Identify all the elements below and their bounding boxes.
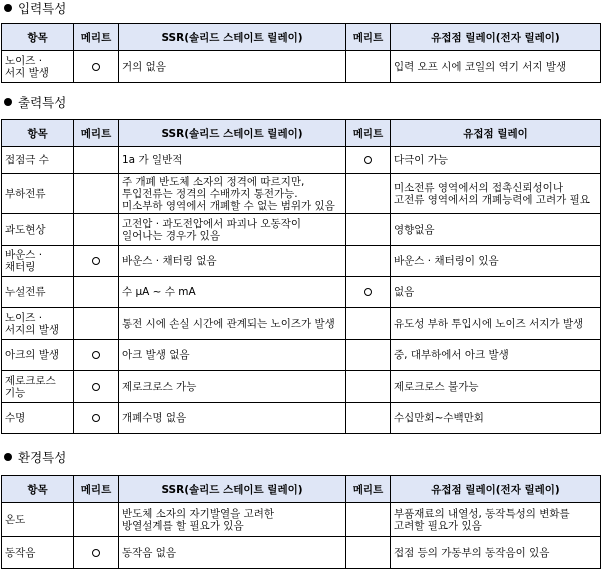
ssr-cell-line: 거의 없음 (122, 60, 166, 73)
item-cell (2, 214, 74, 246)
relay-cell (391, 371, 601, 403)
table-row (2, 308, 601, 340)
relay-cell-line: 제로크로스 불가능 (394, 380, 479, 393)
header-row (2, 24, 601, 51)
relay-cell (391, 403, 601, 434)
relay-merit-cell (346, 214, 391, 246)
relay-cell-line: 다극이 가능 (394, 154, 449, 166)
header-row (2, 120, 601, 147)
table-row (2, 277, 601, 308)
item-cell-line: 동작음 (5, 546, 36, 559)
item-cell (2, 246, 74, 277)
relay-merit-cell (346, 174, 391, 214)
relay-cell-line: 미소전류 영역에서의 접촉신뢰성이나 (394, 181, 563, 194)
merit-circle-icon (92, 257, 100, 265)
ssr-cell (119, 308, 346, 340)
header-relay: 유접점 릴레이(전자 릴레이) (391, 24, 601, 51)
merit-circle-icon (92, 351, 100, 359)
header-item: 항목 (2, 476, 74, 503)
ssr-cell-line: 미소부하 영역에서 개폐할 수 없는 범위가 있음 (122, 199, 335, 212)
header-ssr: SSR(솔리드 스테이트 릴레이) (119, 120, 346, 147)
item-cell-line: 노이즈 · (5, 311, 43, 324)
merit-circle-icon (92, 414, 100, 422)
item-cell-line: 수명 (5, 412, 26, 424)
item-cell (2, 537, 74, 569)
relay-cell-line: 영향없음 (394, 223, 435, 236)
table-row (2, 214, 601, 246)
relay-cell (391, 246, 601, 277)
relay-cell (391, 503, 601, 537)
item-cell (2, 277, 74, 308)
ssr-cell-line: 반도체 소자의 자기발열을 고려한 (122, 507, 275, 520)
ssr-cell (119, 537, 346, 569)
ssr-cell-line: 1a 가 일반적 (122, 154, 183, 166)
section-title-input: 입력특성 (4, 0, 66, 18)
header-relay-merit: 메리트 (346, 476, 391, 503)
item-cell-line: 누설전류 (5, 286, 46, 298)
ssr-cell (119, 147, 346, 174)
item-cell-line: 바운스 · (5, 249, 43, 261)
relay-cell (391, 277, 601, 308)
relay-cell-line: 접점 등의 가동부의 동작음이 있음 (394, 546, 550, 559)
ssr-merit-cell (74, 371, 119, 403)
merit-circle-icon (92, 383, 100, 391)
section-title-environment: 환경특성 (4, 449, 66, 467)
table-row (2, 147, 601, 174)
relay-cell-line: 없음 (394, 286, 415, 298)
ssr-cell-line: 투입전류는 정격의 수배까지 통전가능. (122, 187, 298, 200)
ssr-cell (119, 214, 346, 246)
table-row (2, 503, 601, 537)
header-relay-merit: 메리트 (346, 24, 391, 51)
header-item: 항목 (2, 24, 74, 51)
relay-cell-line: 입력 오프 시에 코일의 역기 서지 발생 (394, 60, 567, 73)
item-cell (2, 308, 74, 340)
relay-merit-cell (346, 537, 391, 569)
table-row (2, 371, 601, 403)
header-relay-merit: 메리트 (346, 120, 391, 147)
ssr-cell (119, 174, 346, 214)
ssr-cell-line: 고전압 · 과도전압에서 파괴나 오동작이 (122, 217, 301, 230)
ssr-merit-cell (74, 246, 119, 277)
item-cell-line: 아크의 발생 (5, 349, 60, 361)
header-ssr: SSR(솔리드 스테이트 릴레이) (119, 476, 346, 503)
relay-cell-line: 유도성 부하 투입시에 노이즈 서지가 발생 (394, 317, 584, 330)
item-cell (2, 371, 74, 403)
ssr-cell-line: 수 μA ~ 수 mA (122, 286, 196, 298)
item-cell-line: 온도 (5, 513, 26, 526)
relay-merit-cell (346, 246, 391, 277)
ssr-cell (119, 403, 346, 434)
input-characteristics-table (1, 23, 601, 83)
merit-circle-icon (92, 549, 100, 557)
header-row (2, 476, 601, 503)
relay-cell-line: 부품재료의 내열성, 동작특성의 변화를 (394, 507, 570, 520)
ssr-cell (119, 277, 346, 308)
ssr-cell-line: 바운스 · 채터링 없음 (122, 255, 217, 267)
bullet-icon (4, 4, 12, 12)
header-item: 항목 (2, 120, 74, 147)
relay-cell (391, 147, 601, 174)
header-ssr: SSR(솔리드 스테이트 릴레이) (119, 24, 346, 51)
header-ssr-merit: 메리트 (74, 120, 119, 147)
relay-cell (391, 537, 601, 569)
relay-cell (391, 214, 601, 246)
item-cell (2, 174, 74, 214)
relay-cell-line: 고려할 필요가 있음 (394, 519, 482, 532)
item-cell (2, 503, 74, 537)
ssr-merit-cell (74, 537, 119, 569)
relay-merit-cell (346, 371, 391, 403)
ssr-merit-cell (74, 174, 119, 214)
merit-circle-icon (364, 288, 372, 296)
ssr-cell-line: 제로크로스 가능 (122, 380, 197, 393)
relay-merit-cell (346, 403, 391, 434)
ssr-merit-cell (74, 147, 119, 174)
ssr-merit-cell (74, 308, 119, 340)
ssr-cell-line: 일어나는 경우가 있음 (122, 229, 220, 242)
section-title-output: 출력특성 (4, 94, 66, 112)
table-row (2, 340, 601, 371)
relay-cell (391, 308, 601, 340)
ssr-cell-line: 동작음 없음 (122, 546, 177, 559)
table-row (2, 51, 601, 83)
ssr-cell-line: 주 개폐 반도체 소자의 정격에 따르지만, (122, 175, 305, 188)
header-ssr-merit: 메리트 (74, 476, 119, 503)
merit-circle-icon (92, 63, 100, 71)
header-ssr-merit: 메리트 (74, 24, 119, 51)
relay-merit-cell (346, 277, 391, 308)
environment-characteristics-table (1, 475, 601, 569)
relay-merit-cell (346, 503, 391, 537)
table-row (2, 403, 601, 434)
ssr-cell (119, 246, 346, 277)
table-row (2, 246, 601, 277)
item-cell-line: 서지의 발생 (5, 323, 60, 336)
relay-cell-line: 고전류 영역에서의 개폐능력에 고려가 필요 (394, 193, 590, 206)
ssr-merit-cell (74, 277, 119, 308)
ssr-cell-line: 개폐수명 없음 (122, 412, 187, 424)
table-row (2, 537, 601, 569)
ssr-cell (119, 503, 346, 537)
item-cell (2, 340, 74, 371)
bullet-icon (4, 98, 12, 106)
relay-cell (391, 340, 601, 371)
ssr-cell (119, 371, 346, 403)
item-cell (2, 147, 74, 174)
item-cell-line: 노이즈 · (5, 54, 43, 67)
relay-cell-line: 바운스 · 채터링이 있음 (394, 255, 499, 267)
output-characteristics-table (1, 119, 601, 434)
relay-cell (391, 51, 601, 83)
ssr-merit-cell (74, 403, 119, 434)
relay-merit-cell (346, 51, 391, 83)
ssr-merit-cell (74, 51, 119, 83)
ssr-cell (119, 51, 346, 83)
ssr-cell (119, 340, 346, 371)
relay-merit-cell (346, 147, 391, 174)
item-cell (2, 51, 74, 83)
ssr-merit-cell (74, 214, 119, 246)
table-row (2, 174, 601, 214)
item-cell-line: 기능 (5, 386, 26, 399)
item-cell (2, 403, 74, 434)
item-cell-line: 채터링 (5, 261, 36, 273)
merit-circle-icon (364, 156, 372, 164)
item-cell-line: 과도현상 (5, 223, 46, 236)
item-cell-line: 부하전류 (5, 187, 46, 200)
relay-cell-line: 중, 대부하에서 아크 발생 (394, 349, 509, 361)
ssr-cell-line: 아크 발생 없음 (122, 349, 190, 361)
ssr-cell-line: 방열설계를 할 필요가 있음 (122, 519, 244, 532)
header-relay: 유접점 릴레이(전자 릴레이) (391, 476, 601, 503)
item-cell-line: 제로크로스 (5, 374, 56, 387)
bullet-icon (4, 453, 12, 461)
relay-cell (391, 174, 601, 214)
ssr-cell-line: 통전 시에 손실 시간에 관계되는 노이즈가 발생 (122, 317, 335, 330)
header-relay: 유접점 릴레이 (391, 120, 601, 147)
item-cell-line: 서지 발생 (5, 66, 49, 79)
relay-cell-line: 수십만회~수백만회 (394, 412, 484, 424)
relay-merit-cell (346, 340, 391, 371)
item-cell-line: 접점극 수 (5, 154, 49, 166)
relay-merit-cell (346, 308, 391, 340)
ssr-merit-cell (74, 340, 119, 371)
ssr-merit-cell (74, 503, 119, 537)
